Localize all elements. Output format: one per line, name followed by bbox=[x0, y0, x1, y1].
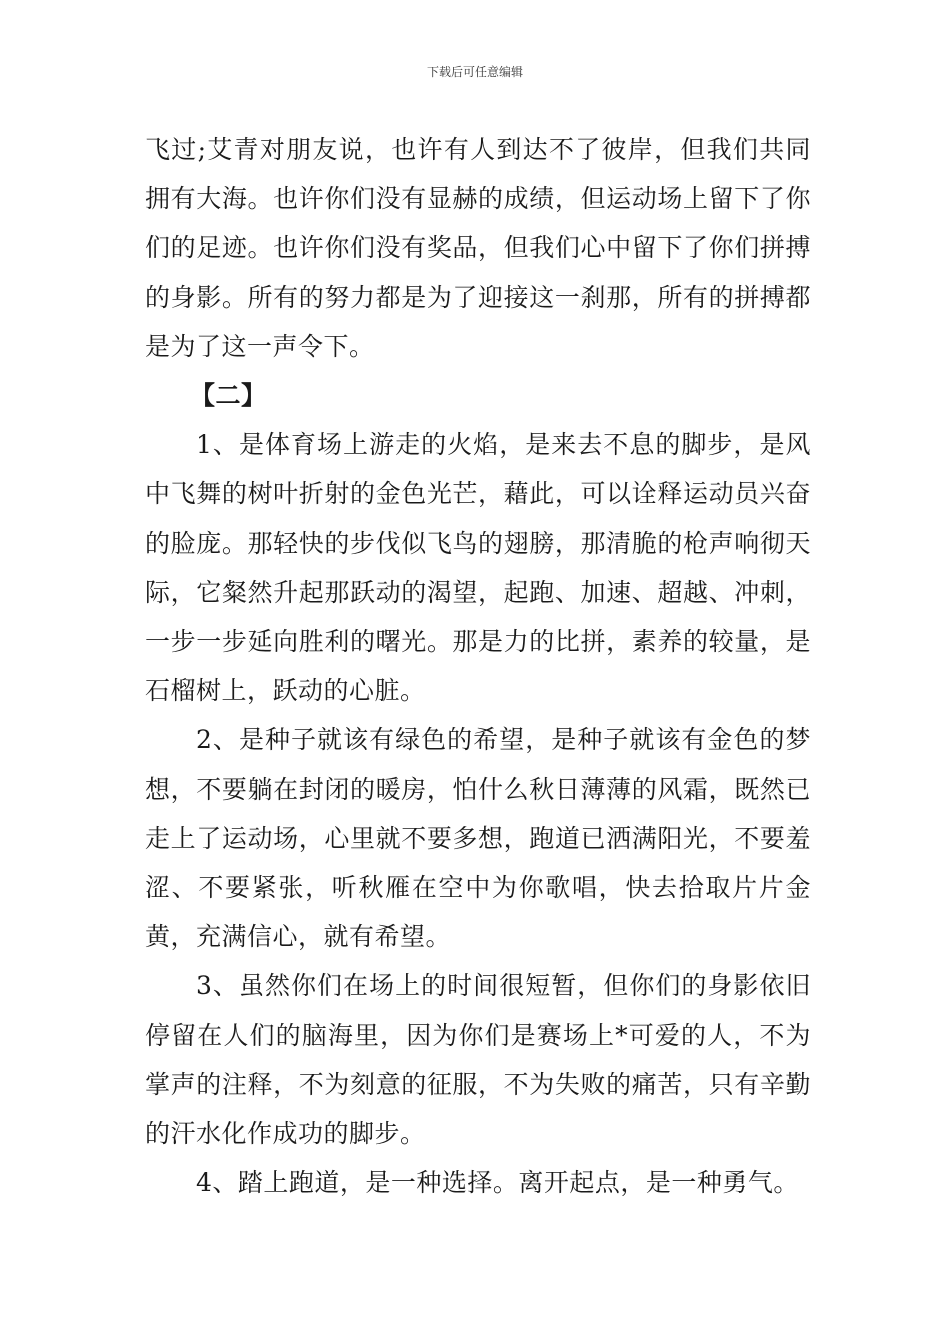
document-body bbox=[145, 125, 811, 1207]
page-header: 下载后可任意编辑 bbox=[426, 65, 523, 79]
paragraph-continuation: 飞过;艾青对朋友说，也许有人到达不了彼岸，但我们共同拥有大海。也许你们没有显赫的成绩，但运动场上留下了你们的足迹。也许你们没有奖品，但我们心中留下了你们拼搏的身影。所有的努力都是为了迎接这一刹那，所有的拼搏都是为了这一声令下。 bbox=[145, 135, 811, 361]
section-heading: 【二】 bbox=[190, 381, 267, 411]
paragraph-item-3: 3、虽然你们在场上的时间很短暂，但你们的身影依旧停留在人们的脑海里，因为你们是赛场上*可爱的人，不为掌声的注释，不为刻意的征服，不为失败的痛苦，只有辛勤的汗水化作成功的脚步。 bbox=[145, 971, 811, 1149]
paragraph-item-1: 1、是体育场上游走的火焰，是来去不息的脚步，是风中飞舞的树叶折射的金色光芒，藉此，可以诠释运动员兴奋的脸庞。那轻快的步伐似飞鸟的翅膀，那清脆的枪声响彻天际，它粲然升起那跃动的渴望，起跑、加速、超越、冲刺，一步一步延向胜利的曙光。那是力的比拼，素养的较量，是石榴树上，跃动的心脏。 bbox=[145, 430, 811, 706]
paragraph-item-4: 4、踏上跑道，是一种选择。离开起点，是一种勇气。 bbox=[196, 1168, 799, 1198]
paragraph-item-2: 2、是种子就该有绿色的希望，是种子就该有金色的梦想，不要躺在封闭的暖房，怕什么秋日薄薄的风霜，既然已走上了运动场，心里就不要多想，跑道已洒满阳光，不要羞涩、不要紧张，听秋雁在空中为你歌唱，快去拾取片片金黄，充满信心，就有希望。 bbox=[145, 725, 811, 952]
